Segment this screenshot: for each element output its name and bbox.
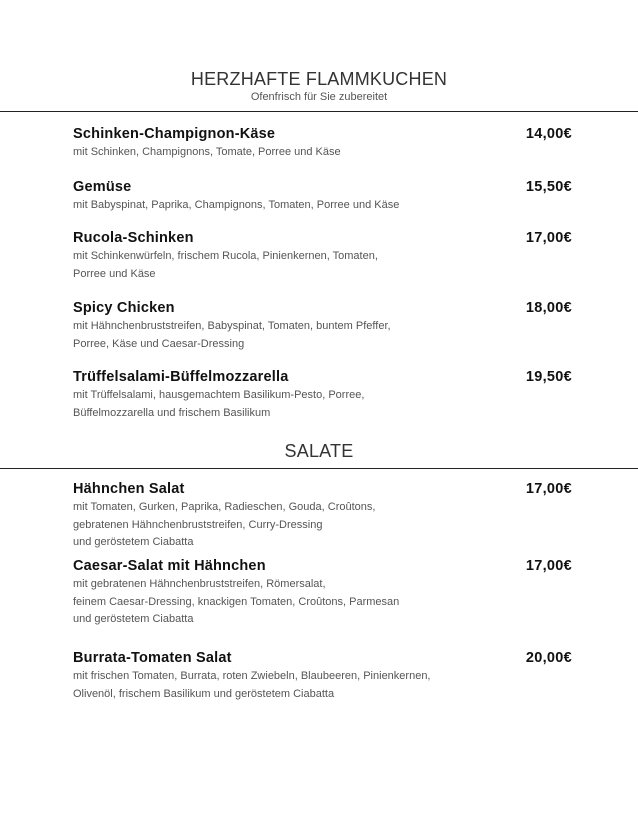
item-description bbox=[73, 197, 513, 215]
item-name: Rucola-Schinken bbox=[73, 230, 194, 246]
section-divider bbox=[0, 111, 638, 112]
description-line: gebratenen Hähnchenbruststreifen, Curry-Dressing bbox=[73, 518, 323, 531]
description-line: Büffelmozzarella und frischem Basilikum bbox=[73, 406, 271, 419]
description-line: mit Schinkenwürfeln, frischem Rucola, Pinienkernen, Tomaten, bbox=[73, 250, 378, 262]
menu-item bbox=[73, 299, 572, 368]
description-line: mit Babyspinat, Paprika, Champignons, Tomaten, Porree und Käse bbox=[73, 199, 400, 211]
description-line: mit frischen Tomaten, Burrata, roten Zwiebeln, Blaubeeren, Pinienkernen, bbox=[73, 670, 431, 682]
item-price: 14,00€ bbox=[525, 126, 572, 142]
item-name: Gemüse bbox=[73, 179, 132, 195]
section-subtitle: Ofenfrisch für Sie zubereitet bbox=[250, 91, 388, 103]
item-description bbox=[73, 387, 513, 422]
description-line: Porree und Käse bbox=[73, 267, 156, 280]
menu-item bbox=[73, 480, 572, 557]
item-description bbox=[73, 318, 513, 353]
description-line: Olivenöl, frischem Basilikum und geröstetem Ciabatta bbox=[73, 687, 335, 700]
description-line: mit Tomaten, Gurken, Paprika, Radieschen, Gouda, Croûtons, bbox=[73, 501, 376, 513]
description-line: und geröstetem Ciabatta bbox=[73, 613, 194, 625]
description-line: Porree, Käse und Caesar-Dressing bbox=[73, 337, 245, 350]
item-name: Caesar-Salat mit Hähnchen bbox=[73, 558, 266, 574]
item-price: 18,00€ bbox=[525, 300, 572, 316]
description-line: mit Trüffelsalami, hausgemachtem Basilikum-Pesto, Porree, bbox=[73, 389, 365, 401]
item-name: Schinken-Champignon-Käse bbox=[73, 126, 276, 142]
section-title: SALATE bbox=[284, 441, 354, 461]
menu-item bbox=[73, 649, 572, 709]
item-name: Trüffelsalami-Büffelmozzarella bbox=[73, 369, 289, 385]
description-line: feinem Caesar-Dressing, knackigen Tomaten, Croûtons, Parmesan bbox=[73, 595, 400, 608]
item-name: Spicy Chicken bbox=[73, 300, 175, 316]
item-description bbox=[73, 248, 513, 283]
item-price: 17,00€ bbox=[525, 558, 572, 574]
description-line: und geröstetem Ciabatta bbox=[73, 536, 194, 548]
item-name: Burrata-Tomaten Salat bbox=[73, 650, 232, 666]
description-line: mit Schinken, Champignons, Tomate, Porree und Käse bbox=[73, 146, 341, 158]
section-title: HERZHAFTE FLAMMKUCHEN bbox=[190, 69, 448, 89]
menu-item bbox=[73, 368, 572, 428]
menu-list bbox=[0, 125, 638, 428]
item-price: 19,50€ bbox=[525, 369, 572, 385]
item-price: 17,00€ bbox=[525, 230, 572, 246]
section-flammkuchen bbox=[0, 68, 638, 428]
section-salate bbox=[0, 440, 638, 709]
menu-item bbox=[73, 178, 572, 229]
menu-list bbox=[0, 480, 638, 709]
description-line: mit gebratenen Hähnchenbruststreifen, Römersalat, bbox=[73, 578, 326, 590]
item-price: 15,50€ bbox=[525, 179, 572, 195]
section-divider bbox=[0, 468, 638, 469]
item-description bbox=[73, 499, 513, 552]
menu-item bbox=[73, 557, 572, 649]
item-description bbox=[73, 668, 513, 703]
menu-item bbox=[73, 229, 572, 299]
item-description bbox=[73, 144, 513, 162]
item-name: Hähnchen Salat bbox=[73, 481, 185, 497]
item-description bbox=[73, 576, 513, 629]
item-price: 20,00€ bbox=[525, 650, 572, 666]
menu-item bbox=[73, 125, 572, 178]
item-price: 17,00€ bbox=[525, 481, 572, 497]
description-line: mit Hähnchenbruststreifen, Babyspinat, Tomaten, buntem Pfeffer, bbox=[73, 320, 391, 332]
